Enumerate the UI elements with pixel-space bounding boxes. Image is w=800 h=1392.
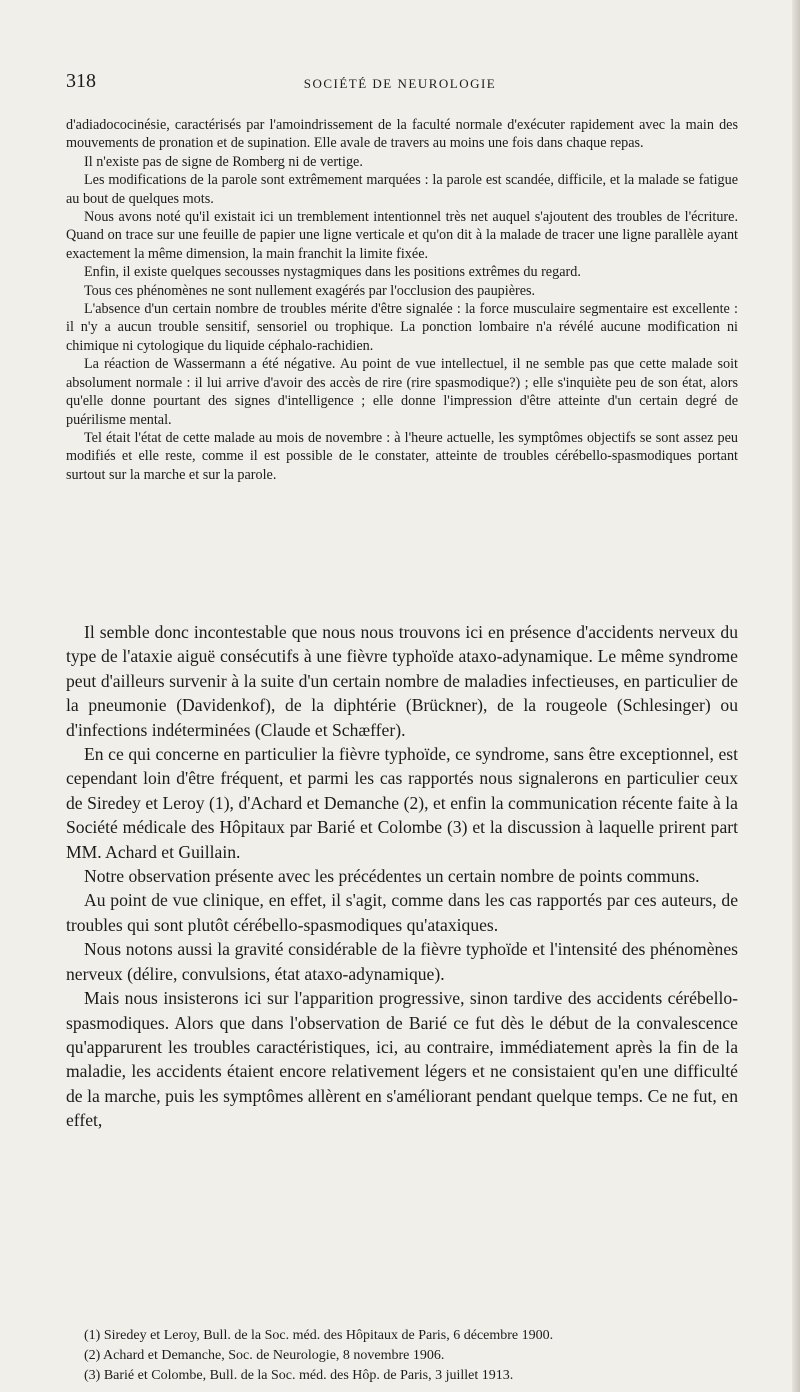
paragraph: Notre observation présente avec les précédentes un certain nombre de points communs. — [84, 866, 700, 887]
paragraph: L'absence d'un certain nombre de troubles mérite d'être signalée : la force musculaire segmentaire est excellente : il n'y a aucun trouble sensitif, sensoriel ou trophique. La ponction lombaire n'a révélé aucune modification ni chimique ni cytologique du liquide céphalo-rachidien. — [66, 301, 738, 354]
paragraph: Mais nous insisterons ici sur l'apparition progressive, sinon tardive des accidents cérébello-spasmodiques. Alors que dans l'observation de Barié ce fut dès le début de la convalescence qu'apparurent les troubles caractéristiques, ici, au contraire, immédiatement après la fin de la maladie, les accidents étaient encore relativement légers et ne consistaient qu'en une difficulté de la marche, puis les symptômes allèrent en s'améliorant pendant quelque temps. Ce ne fut, en effet, — [66, 988, 738, 1131]
paragraph: En ce qui concerne en particulier la fièvre typhoïde, ce syndrome, sans être exceptionnel, est cependant loin d'être fréquent, et parmi les cas rapportés nous signalerons en particulier ceux de Siredey et Leroy (1), d'Achard et Demanche (2), et enfin la communication récente faite à la Société médicale des Hôpitaux par Barié et Colombe (3) et la discussion à laquelle prirent part MM. Achard et Guillain. — [66, 744, 738, 862]
footnotes — [66, 1326, 746, 1386]
footnote: (2) Achard et Demanche, Soc. de Neurologie, 8 novembre 1906. — [84, 1348, 445, 1363]
paragraph: Nous avons noté qu'il existait ici un tremblement intentionnel très net auquel s'ajoutent des troubles de l'écriture. Quand on trace sur une feuille de papier une ligne verticale et qu'on dit à la malade de tracer une ligne parallèle ayant exactement la même dimension, la main franchit la limite fixée. — [66, 209, 738, 262]
paragraph: Il semble donc incontestable que nous nous trouvons ici en présence d'accidents nerveux du type de l'ataxie aiguë consécutifs à une fièvre typhoïde ataxo-adynamique. Le même syndrome peut d'ailleurs survenir à la suite d'un certain nombre de maladies infectieuses, en particulier de la pneumonie (Davidenkof), de la diphtérie (Brückner), de la rougeole (Schlesinger) ou d'infections indéterminées (Claude et Schæffer). — [66, 622, 738, 740]
paragraph: Les modifications de la parole sont extrêmement marquées : la parole est scandée, difficile, et la malade se fatigue au bout de quelques mots. — [66, 172, 738, 207]
small-print-block — [66, 116, 738, 484]
paragraph: La réaction de Wassermann a été négative. Au point de vue intellectuel, il ne semble pas que cette malade soit absolument normale : il lui arrive d'avoir des accès de rire (rire spasmodique?) ; elle s'inquiète peu de son état, alors qu'elle donne pourtant des signes d'intelligence ; elle donne l'impression d'être atteinte d'un certain degré de puérilisme mental. — [66, 356, 738, 428]
footnote: (1) Siredey et Leroy, Bull. de la Soc. méd. des Hôpitaux de Paris, 6 décembre 1900. — [84, 1328, 554, 1343]
paragraph: Enfin, il existe quelques secousses nystagmiques dans les positions extrêmes du regard. — [84, 264, 581, 281]
page-number: 318 — [66, 70, 96, 92]
paragraph: d'adiadococinésie, caractérisés par l'amoindrissement de la faculté normale d'exécuter rapidement avec la main des mouvements de pronation et de supination. Elle avale de travers au moins une fois dans chaque repas. — [66, 117, 738, 152]
paragraph: Nous notons aussi la gravité considérable de la fièvre typhoïde et l'intensité des phénomènes nerveux (délire, convulsions, état ataxo-adynamique). — [66, 939, 738, 984]
running-head: SOCIÉTÉ DE NEUROLOGIE — [303, 76, 497, 91]
footnote: (3) Barié et Colombe, Bull. de la Soc. méd. des Hôp. de Paris, 3 juillet 1913. — [84, 1368, 514, 1383]
paragraph: Au point de vue clinique, en effet, il s'agit, comme dans les cas rapportés par ces auteurs, de troubles qui sont plutôt cérébello-spasmodiques qu'ataxiques. — [66, 890, 738, 935]
paragraph: Tous ces phénomènes ne sont nullement exagérés par l'occlusion des paupières. — [84, 282, 536, 299]
page-edge-shadow — [792, 0, 800, 1392]
paragraph: Il n'existe pas de signe de Romberg ni de vertige. — [84, 153, 363, 170]
page-header — [66, 70, 734, 98]
main-text-block — [66, 620, 738, 1133]
paragraph: Tel était l'état de cette malade au mois de novembre : à l'heure actuelle, les symptômes objectifs se sont assez peu modifiés et elle reste, comme il est possible de le constater, atteinte de troubles cérébello-spasmodiques portant surtout sur la marche et sur la parole. — [66, 429, 738, 483]
